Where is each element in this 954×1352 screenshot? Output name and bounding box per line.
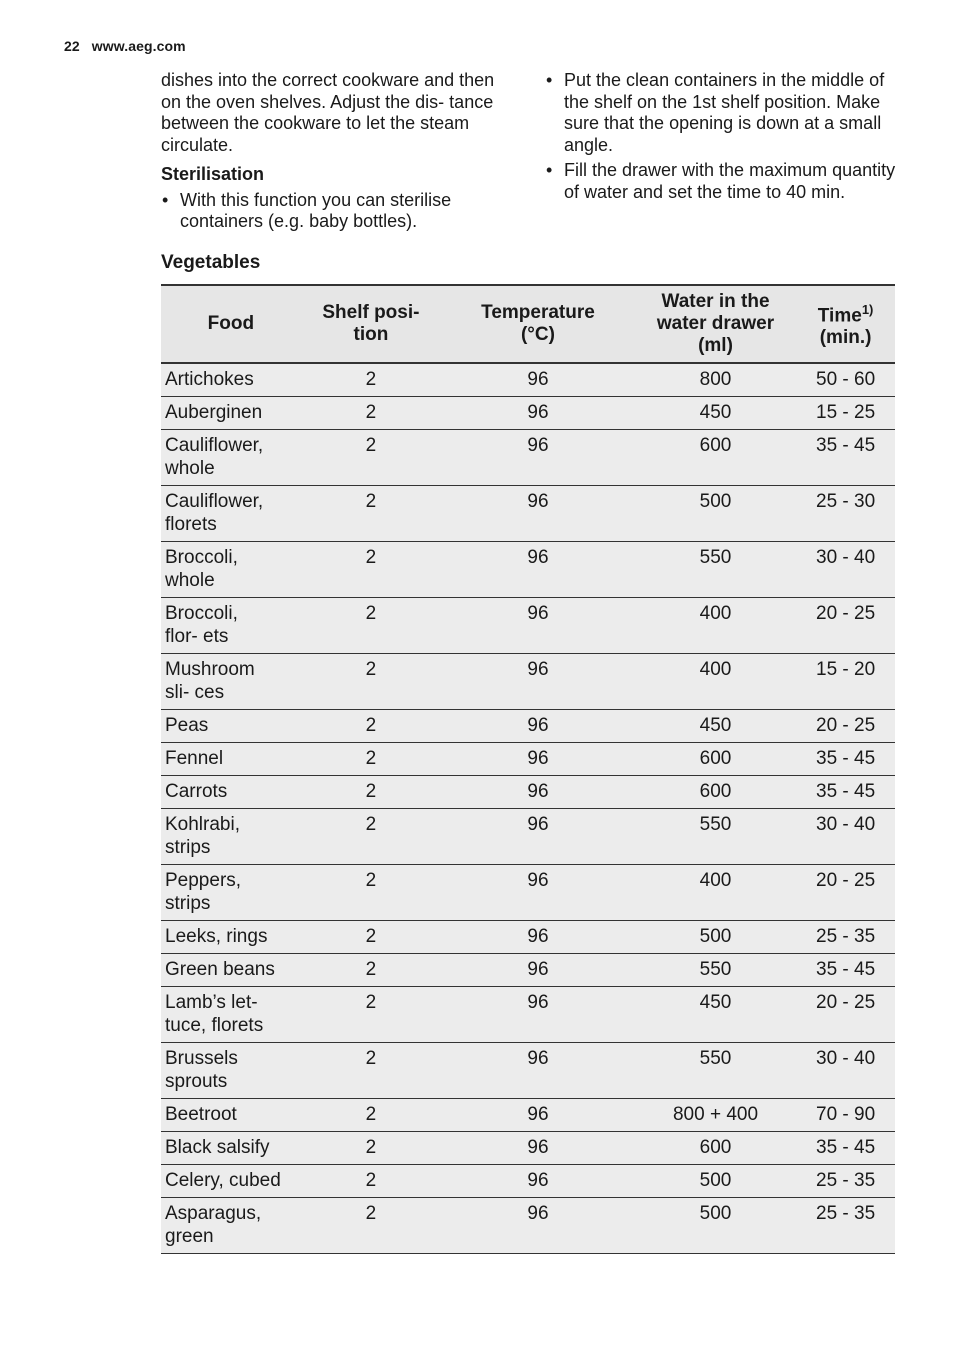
water-cell: 400 xyxy=(635,598,796,654)
food-cell: Cauliflower, florets xyxy=(161,486,301,542)
food-cell: Lamb’s let- tuce, florets xyxy=(161,987,301,1043)
water-cell: 400 xyxy=(635,865,796,921)
temperature-cell: 96 xyxy=(441,865,635,921)
food-cell: Peppers, strips xyxy=(161,865,301,921)
time-cell: 25 - 35 xyxy=(796,921,895,954)
food-cell: Fennel xyxy=(161,743,301,776)
food-cell: Beetroot xyxy=(161,1099,301,1132)
left-column xyxy=(161,70,521,237)
time-cell: 35 - 45 xyxy=(796,954,895,987)
shelf-cell: 2 xyxy=(301,1132,441,1165)
time-cell: 35 - 45 xyxy=(796,430,895,486)
shelf-cell: 2 xyxy=(301,1165,441,1198)
time-cell: 15 - 20 xyxy=(796,654,895,710)
site-url: www.aeg.com xyxy=(91,38,186,54)
time-cell: 15 - 25 xyxy=(796,397,895,430)
header-temperature: Temperature (°C) xyxy=(441,285,635,363)
food-cell: Brussels sprouts xyxy=(161,1043,301,1099)
vegetables-table xyxy=(161,284,895,1254)
bullet-text: Put the clean containers in the middle of the shelf on the 1st shelf position. Make sure that the opening is down at a small angle. xyxy=(564,70,885,155)
page-header xyxy=(64,38,186,54)
water-cell: 600 xyxy=(635,743,796,776)
water-cell: 450 xyxy=(635,987,796,1043)
shelf-cell: 2 xyxy=(301,1043,441,1099)
shelf-cell: 2 xyxy=(301,710,441,743)
shelf-cell: 2 xyxy=(301,743,441,776)
food-cell: Peas xyxy=(161,710,301,743)
food-cell: Broccoli, flor- ets xyxy=(161,598,301,654)
food-cell: Asparagus, green xyxy=(161,1198,301,1254)
table-row xyxy=(161,743,895,776)
table-row xyxy=(161,1132,895,1165)
table-row xyxy=(161,363,895,397)
temperature-cell: 96 xyxy=(441,598,635,654)
shelf-cell: 2 xyxy=(301,809,441,865)
water-cell: 800 xyxy=(635,363,796,397)
header-food: Food xyxy=(161,285,301,363)
food-cell: Cauliflower, whole xyxy=(161,430,301,486)
water-cell: 500 xyxy=(635,1198,796,1254)
table-row xyxy=(161,542,895,598)
food-cell: Mushroom sli- ces xyxy=(161,654,301,710)
page-number: 22 xyxy=(64,38,80,54)
table-body xyxy=(161,363,895,1254)
temperature-cell: 96 xyxy=(441,363,635,397)
time-cell: 20 - 25 xyxy=(796,987,895,1043)
table-row xyxy=(161,654,895,710)
table-row xyxy=(161,954,895,987)
food-cell: Kohlrabi, strips xyxy=(161,809,301,865)
shelf-cell: 2 xyxy=(301,954,441,987)
temperature-cell: 96 xyxy=(441,921,635,954)
temperature-cell: 96 xyxy=(441,809,635,865)
water-cell: 550 xyxy=(635,954,796,987)
temperature-cell: 96 xyxy=(441,430,635,486)
time-cell: 20 - 25 xyxy=(796,710,895,743)
shelf-cell: 2 xyxy=(301,598,441,654)
sterilisation-heading: Sterilisation xyxy=(161,164,265,184)
temperature-cell: 96 xyxy=(441,954,635,987)
food-cell: Leeks, rings xyxy=(161,921,301,954)
temperature-cell: 96 xyxy=(441,1132,635,1165)
water-cell: 550 xyxy=(635,1043,796,1099)
shelf-cell: 2 xyxy=(301,397,441,430)
bullet-item xyxy=(545,160,905,203)
bullet-dot: • xyxy=(546,160,553,180)
right-column xyxy=(545,70,905,207)
header-time-unit: (min.) xyxy=(819,327,872,349)
shelf-cell: 2 xyxy=(301,430,441,486)
food-cell: Black salsify xyxy=(161,1132,301,1165)
header-time xyxy=(796,285,895,363)
shelf-cell: 2 xyxy=(301,486,441,542)
shelf-cell: 2 xyxy=(301,1099,441,1132)
shelf-cell: 2 xyxy=(301,987,441,1043)
bullet-dot: • xyxy=(162,189,169,210)
table-row xyxy=(161,921,895,954)
time-cell: 20 - 25 xyxy=(796,598,895,654)
food-cell: Celery, cubed xyxy=(161,1165,301,1198)
table-row xyxy=(161,865,895,921)
table-row xyxy=(161,710,895,743)
water-cell: 600 xyxy=(635,776,796,809)
temperature-cell: 96 xyxy=(441,654,635,710)
shelf-cell: 2 xyxy=(301,654,441,710)
time-cell: 25 - 30 xyxy=(796,486,895,542)
time-cell: 25 - 35 xyxy=(796,1165,895,1198)
intro-paragraph: dishes into the correct cookware and then on the oven shelves. Adjust the dis- tance between the cookware to let the steam circulate. xyxy=(161,70,495,155)
time-cell: 20 - 25 xyxy=(796,865,895,921)
table-row xyxy=(161,987,895,1043)
water-cell: 550 xyxy=(635,542,796,598)
time-cell: 25 - 35 xyxy=(796,1198,895,1254)
table-row xyxy=(161,1099,895,1132)
water-cell: 600 xyxy=(635,430,796,486)
header-shelf-position: Shelf posi- tion xyxy=(301,285,441,363)
temperature-cell: 96 xyxy=(441,776,635,809)
section-title: Vegetables xyxy=(161,252,261,273)
time-cell: 30 - 40 xyxy=(796,1043,895,1099)
time-cell: 35 - 45 xyxy=(796,743,895,776)
water-cell: 500 xyxy=(635,921,796,954)
time-cell: 50 - 60 xyxy=(796,363,895,397)
table-row xyxy=(161,1165,895,1198)
temperature-cell: 96 xyxy=(441,1043,635,1099)
table-row xyxy=(161,1198,895,1254)
food-cell: Carrots xyxy=(161,776,301,809)
water-cell: 500 xyxy=(635,1165,796,1198)
temperature-cell: 96 xyxy=(441,486,635,542)
shelf-cell: 2 xyxy=(301,363,441,397)
bullet-text: Fill the drawer with the maximum quantity of water and set the time to 40 min. xyxy=(564,160,896,202)
table-row xyxy=(161,430,895,486)
header-time-label: Time xyxy=(817,305,862,327)
food-cell: Green beans xyxy=(161,954,301,987)
shelf-cell: 2 xyxy=(301,865,441,921)
table-row xyxy=(161,1043,895,1099)
time-cell: 35 - 45 xyxy=(796,776,895,809)
time-cell: 35 - 45 xyxy=(796,1132,895,1165)
table-row xyxy=(161,598,895,654)
table-row xyxy=(161,486,895,542)
water-cell: 600 xyxy=(635,1132,796,1165)
food-cell: Broccoli, whole xyxy=(161,542,301,598)
table-header-row xyxy=(161,285,895,363)
water-cell: 450 xyxy=(635,710,796,743)
time-cell: 30 - 40 xyxy=(796,809,895,865)
water-cell: 550 xyxy=(635,809,796,865)
shelf-cell: 2 xyxy=(301,1198,441,1254)
time-cell: 30 - 40 xyxy=(796,542,895,598)
table-row xyxy=(161,397,895,430)
food-cell: Auberginen xyxy=(161,397,301,430)
bullet-dot: • xyxy=(546,70,553,90)
header-water: Water in the water drawer (ml) xyxy=(635,285,796,363)
temperature-cell: 96 xyxy=(441,542,635,598)
temperature-cell: 96 xyxy=(441,1165,635,1198)
bullet-item xyxy=(545,70,905,156)
header-time-footnote: 1) xyxy=(861,301,874,317)
water-cell: 800 + 400 xyxy=(635,1099,796,1132)
temperature-cell: 96 xyxy=(441,1099,635,1132)
temperature-cell: 96 xyxy=(441,743,635,776)
table-row xyxy=(161,776,895,809)
shelf-cell: 2 xyxy=(301,776,441,809)
time-cell: 70 - 90 xyxy=(796,1099,895,1132)
temperature-cell: 96 xyxy=(441,710,635,743)
temperature-cell: 96 xyxy=(441,987,635,1043)
temperature-cell: 96 xyxy=(441,1198,635,1254)
water-cell: 450 xyxy=(635,397,796,430)
shelf-cell: 2 xyxy=(301,542,441,598)
bullet-item xyxy=(161,190,521,233)
table-row xyxy=(161,809,895,865)
water-cell: 400 xyxy=(635,654,796,710)
temperature-cell: 96 xyxy=(441,397,635,430)
food-cell: Artichokes xyxy=(161,363,301,397)
water-cell: 500 xyxy=(635,486,796,542)
bullet-text: With this function you can sterilise containers (e.g. baby bottles). xyxy=(180,189,452,231)
shelf-cell: 2 xyxy=(301,921,441,954)
